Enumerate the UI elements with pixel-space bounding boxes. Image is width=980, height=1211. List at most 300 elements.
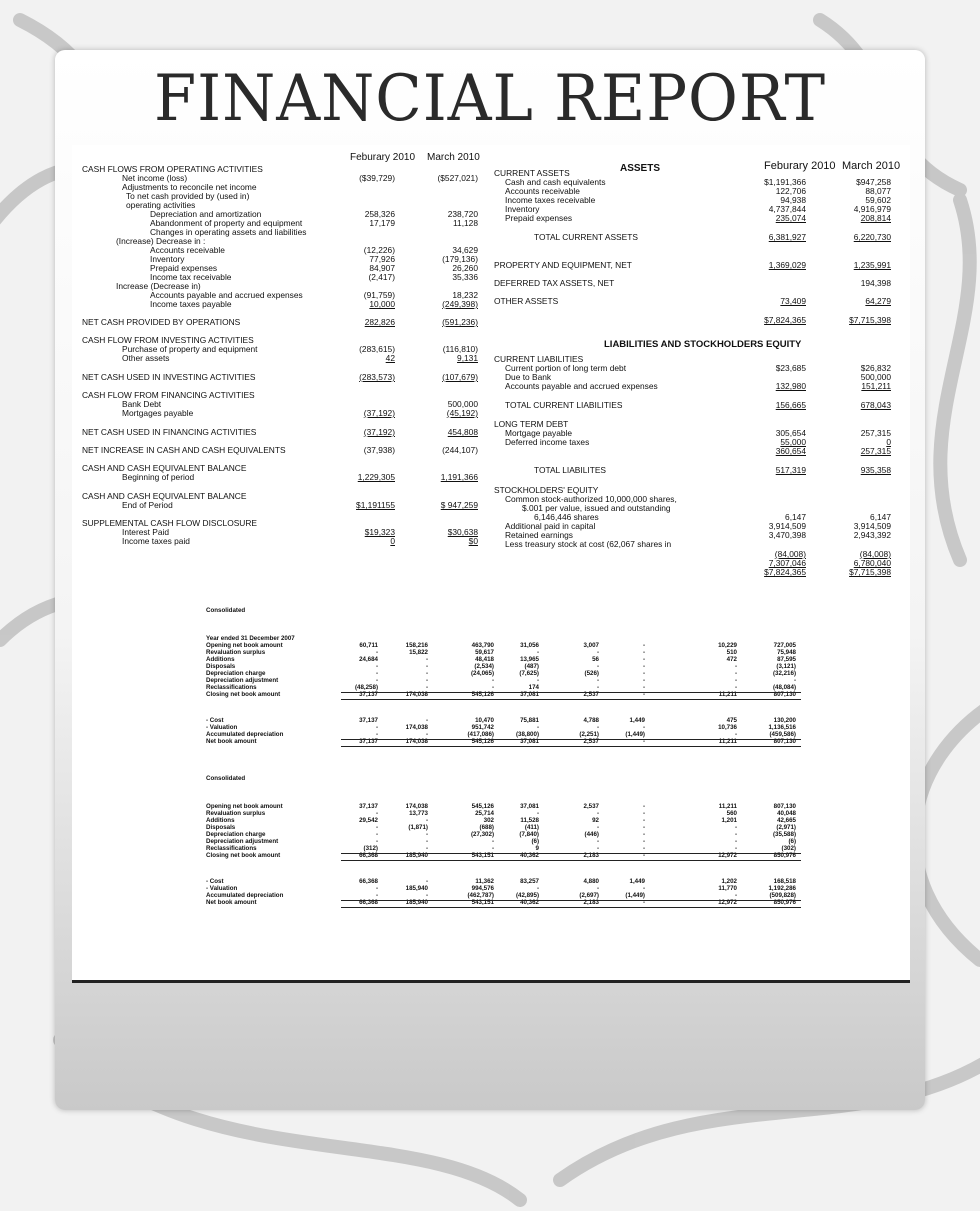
balance-sheet [494, 140, 901, 590]
value-feb: $23,685 [775, 363, 806, 373]
row-label: Increase (Decrease in) [116, 281, 201, 291]
statement-row [82, 237, 482, 246]
table-cell: - [375, 731, 378, 738]
table-cell: 2,537 [583, 691, 599, 698]
table-cell: 11,211 [718, 691, 737, 698]
cf-header-mar: March 2010 [427, 152, 480, 163]
table-cell: 951,742 [471, 724, 494, 731]
value-mar: 26,260 [452, 263, 478, 273]
value-feb: 4,737,844 [768, 204, 806, 214]
row-label: To net cash provided by (used in) [126, 191, 250, 201]
value-mar: (107,679) [442, 372, 478, 382]
table-cell: - [642, 663, 645, 670]
table-cell: - [491, 677, 494, 684]
row-label: Accumulated depreciation [206, 892, 284, 899]
statement-row [82, 446, 482, 455]
table-cell: 2,183 [583, 852, 599, 859]
row-label: Depreciation charge [206, 831, 266, 838]
table-cell: 37,081 [520, 803, 539, 810]
value-mar: $7,715,398 [849, 567, 891, 577]
value-mar: (249,398) [442, 299, 478, 309]
table-cell: 11,770 [718, 885, 737, 892]
table-cell: (1,871) [408, 824, 428, 831]
table-cell: (526) [584, 670, 599, 677]
row-label: 6,146,446 shares [534, 512, 599, 522]
table-cell: 15,822 [409, 649, 428, 656]
row-label: Accounts payable and accrued expenses [150, 290, 303, 300]
table-cell: 75,948 [777, 649, 796, 656]
table-cell: - [375, 824, 378, 831]
row-label: Abandonment of property and equipment [150, 218, 303, 228]
table-cell: - [734, 892, 737, 899]
row-label: NET CASH USED IN FINANCING ACTIVITIES [82, 427, 257, 437]
value-mar: 18,232 [452, 290, 478, 300]
table-cell: - [375, 724, 378, 731]
table-cell: - [536, 885, 539, 892]
table-cell: 11,362 [475, 878, 494, 885]
table-cell: - [642, 649, 645, 656]
table-cell: (6) [531, 838, 539, 845]
statement-row [82, 473, 482, 482]
table-cell: - [642, 803, 645, 810]
table-cell: (24,065) [470, 670, 494, 677]
table-cell: - [375, 677, 378, 684]
value-feb: ($39,729) [359, 173, 395, 183]
table-cell: (2,534) [474, 663, 494, 670]
row-label: - Cost [206, 878, 224, 885]
table-cell: 37,137 [359, 803, 378, 810]
statement-row [494, 382, 894, 391]
value-mar: (45,192) [446, 408, 478, 418]
value-feb: (37,938) [363, 445, 395, 455]
row-label: Year ended 31 December 2007 [206, 635, 295, 642]
value-feb: 6,147 [785, 512, 806, 522]
statement-row [494, 316, 894, 325]
table-cell: 850,976 [773, 899, 796, 906]
value-feb: 3,914,509 [768, 521, 806, 531]
value-mar: 4,916,979 [853, 204, 891, 214]
row-label: Mortgage payable [505, 428, 573, 438]
table-cell: 2,183 [583, 899, 599, 906]
value-feb: 258,326 [364, 209, 395, 219]
statement-row [494, 447, 894, 456]
statement-row [82, 354, 482, 363]
statement-row [82, 428, 482, 437]
row-label: Changes in operating assets and liabilities [150, 227, 307, 237]
table-cell: (27,302) [470, 831, 494, 838]
table-cell: 56 [592, 656, 599, 663]
row-label: Opening net book amount [206, 803, 283, 810]
row-label: (Increase) Decrease in : [116, 236, 206, 246]
row-label: Accumulated depreciation [206, 731, 284, 738]
table-cell: 66,368 [359, 899, 378, 906]
statement-row [82, 537, 482, 546]
table-cell: (2,251) [579, 731, 599, 738]
row-label: Disposals [206, 663, 236, 670]
row-label: TOTAL CURRENT ASSETS [534, 232, 638, 242]
value-feb: (91,759) [363, 290, 395, 300]
table-cell: (446) [584, 831, 599, 838]
value-feb: 84,907 [369, 263, 395, 273]
table-cell: - [425, 817, 428, 824]
value-mar: 257,315 [860, 428, 891, 438]
table-cell: 12,972 [718, 852, 737, 859]
consolidated-heading-2: Consolidated [206, 775, 246, 782]
statement-row [494, 261, 894, 270]
row-label: Closing net book amount [206, 691, 281, 698]
value-feb: 305,654 [775, 428, 806, 438]
table-cell: - [642, 670, 645, 677]
table-cell: - [734, 684, 737, 691]
table-row [206, 846, 806, 853]
value-feb: 0 [390, 536, 395, 546]
row-label: Disposals [206, 824, 236, 831]
value-feb: 55,000 [780, 437, 806, 447]
table-cell: - [425, 831, 428, 838]
table-cell: - [491, 845, 494, 852]
consolidated-table-2 [206, 776, 806, 916]
table-cell: 13,773 [409, 810, 428, 817]
value-mar: 1,191,366 [440, 472, 478, 482]
table-cell: 83,257 [520, 878, 539, 885]
value-mar: $ 947,259 [440, 500, 478, 510]
table-row [206, 739, 806, 746]
row-label: CASH FLOWS FROM OPERATING ACTIVITIES [82, 164, 263, 174]
value-feb: (12,226) [363, 245, 395, 255]
value-mar: 935,358 [860, 465, 891, 475]
table-rule [341, 692, 801, 693]
value-mar: (244,107) [442, 445, 478, 455]
statement-row [494, 568, 894, 577]
table-cell: - [642, 724, 645, 731]
table-cell: 37,081 [520, 691, 539, 698]
table-cell: - [642, 845, 645, 852]
row-label: Income taxes receivable [505, 195, 596, 205]
table-row [206, 853, 806, 860]
table-cell: (38,800) [515, 731, 539, 738]
table-cell: - [536, 677, 539, 684]
row-label: Inventory [150, 254, 185, 264]
statement-row [82, 201, 482, 210]
table-cell: - [425, 684, 428, 691]
value-mar: 257,315 [860, 446, 891, 456]
statement-row [494, 550, 894, 559]
value-feb: $1,191155 [356, 500, 395, 510]
statement-row [494, 364, 894, 373]
value-feb: 1,369,029 [768, 260, 806, 270]
table-cell: 185,940 [405, 885, 428, 892]
statement-row [494, 297, 894, 306]
table-cell: - [642, 817, 645, 824]
table-cell: - [642, 831, 645, 838]
table-cell: - [375, 838, 378, 845]
table-cell: (509,828) [769, 892, 796, 899]
value-feb: $7,824,365 [764, 315, 806, 325]
value-mar: (84,008) [859, 549, 891, 559]
table-cell: - [642, 684, 645, 691]
value-feb: (84,008) [774, 549, 806, 559]
table-cell: - [642, 852, 645, 859]
value-feb: $19,323 [364, 527, 395, 537]
statement-row [82, 264, 482, 273]
value-feb: 517,319 [775, 465, 806, 475]
table-row [206, 893, 806, 900]
value-mar: $947,258 [856, 177, 891, 187]
value-mar: $30,638 [447, 527, 478, 537]
table-rule [341, 907, 801, 908]
row-label: CASH FLOW FROM INVESTING ACTIVITIES [82, 335, 254, 345]
table-cell: 66,368 [359, 852, 378, 859]
table-cell: - [734, 670, 737, 677]
table-cell: 37,137 [359, 691, 378, 698]
table-cell: - [375, 663, 378, 670]
table-cell: - [642, 642, 645, 649]
row-label: Additional paid in capital [505, 521, 596, 531]
table-cell: - [642, 738, 645, 745]
row-label: CASH AND CASH EQUIVALENT BALANCE [82, 463, 247, 473]
table-cell: 24,684 [359, 656, 378, 663]
row-label: STOCKHOLDERS' EQUITY [494, 485, 599, 495]
table-cell: 87,595 [777, 656, 796, 663]
table-cell: - [536, 724, 539, 731]
table-row [206, 832, 806, 839]
table-row [206, 671, 806, 678]
table-cell: 174 [528, 684, 539, 691]
row-label: operating activities [126, 200, 196, 210]
statement-row [82, 373, 482, 382]
table-cell: - [425, 663, 428, 670]
table-cell: 510 [726, 649, 737, 656]
value-feb: 132,980 [775, 381, 806, 391]
statement-row [494, 279, 894, 288]
value-mar: $26,832 [860, 363, 891, 373]
row-label: CURRENT LIABILITIES [494, 354, 584, 364]
table-cell: - [536, 810, 539, 817]
table-cell: - [596, 684, 599, 691]
value-feb: (2,417) [368, 272, 395, 282]
table-cell: 1,202 [721, 878, 737, 885]
value-feb: 94,938 [780, 195, 806, 205]
table-cell: 2,537 [583, 803, 599, 810]
table-cell: 40,048 [777, 810, 796, 817]
table-cell: 472 [726, 656, 737, 663]
table-row [206, 725, 806, 732]
table-cell: 1,136,516 [768, 724, 796, 731]
table-cell: 10,229 [718, 642, 737, 649]
table-cell: 545,126 [471, 738, 494, 745]
value-mar: 6,147 [870, 512, 891, 522]
row-label: CASH FLOW FROM FINANCING ACTIVITIES [82, 390, 255, 400]
value-mar: 238,720 [447, 209, 478, 219]
value-feb: 3,470,398 [768, 530, 806, 540]
table-cell: (48,258) [354, 684, 378, 691]
row-label: Reclassifications [206, 845, 257, 852]
table-cell: - [642, 824, 645, 831]
value-feb: 17,179 [369, 218, 395, 228]
row-label: Net book amount [206, 738, 257, 745]
table-cell: (7,840) [519, 831, 539, 838]
row-label: Mortgages payable [122, 408, 194, 418]
row-label: Cash and cash equivalents [505, 177, 606, 187]
value-mar: 500,000 [860, 372, 891, 382]
statement-row [82, 501, 482, 510]
value-mar: ($527,021) [437, 173, 478, 183]
table-rule [341, 699, 801, 700]
table-cell: 168,518 [773, 878, 796, 885]
assets-heading: ASSETS [620, 163, 661, 174]
value-mar: (179,136) [442, 254, 478, 264]
table-cell: - [425, 845, 428, 852]
table-cell: (2,697) [579, 892, 599, 899]
table-rule [341, 900, 801, 901]
table-cell: - [596, 838, 599, 845]
value-feb: 122,706 [775, 186, 806, 196]
value-mar: 88,077 [865, 186, 891, 196]
table-rule [341, 746, 801, 747]
table-row [206, 678, 806, 685]
table-cell: - [425, 677, 428, 684]
table-cell: - [642, 838, 645, 845]
row-label: End of Period [122, 500, 173, 510]
row-label: Net income (loss) [122, 173, 188, 183]
liabilities-heading: LIABILITIES AND STOCKHOLDERS EQUITY [604, 339, 802, 350]
value-mar: 59,602 [865, 195, 891, 205]
table-row [206, 636, 806, 643]
table-cell: (459,586) [769, 731, 796, 738]
table-cell: 130,200 [773, 717, 796, 724]
value-mar: 208,814 [860, 213, 891, 223]
table-row [206, 692, 806, 699]
table-cell: - [596, 885, 599, 892]
table-cell: 302 [483, 817, 494, 824]
value-feb: 7,307,046 [768, 558, 806, 568]
row-label: Purchase of property and equipment [122, 344, 258, 354]
table-cell: - [491, 838, 494, 845]
table-cell: 13,965 [520, 656, 539, 663]
table-cell: (688) [479, 824, 494, 831]
row-label: Current portion of long term debt [505, 363, 627, 373]
table-cell: 25,714 [475, 810, 494, 817]
statement-row [494, 214, 894, 223]
table-cell: - [734, 663, 737, 670]
row-label: Reclassifications [206, 684, 257, 691]
row-label: Accounts receivable [150, 245, 225, 255]
table-cell: 994,576 [471, 885, 494, 892]
table-cell: 2,537 [583, 738, 599, 745]
value-mar: 35,336 [452, 272, 478, 282]
row-label: TOTAL LIABILITES [534, 465, 606, 475]
table-cell: (417,086) [467, 731, 494, 738]
table-cell: (32,216) [772, 670, 796, 677]
cf-header-feb: Feburary 2010 [350, 152, 416, 163]
statement-row [82, 409, 482, 418]
table-cell: 545,126 [471, 803, 494, 810]
table-row [206, 818, 806, 825]
statement-row [494, 466, 894, 475]
table-cell: - [425, 878, 428, 885]
row-label: Income taxes paid [122, 536, 190, 546]
table-row [206, 650, 806, 657]
table-cell: - [642, 810, 645, 817]
row-label: Closing net book amount [206, 852, 281, 859]
row-label: Additions [206, 817, 235, 824]
table-cell: - [596, 845, 599, 852]
statement-row [82, 246, 482, 255]
table-cell: (7,625) [519, 670, 539, 677]
value-mar: 11,128 [453, 218, 478, 228]
value-feb: 73,409 [780, 296, 806, 306]
table-cell: 174,038 [405, 691, 428, 698]
table-cell: 11,211 [718, 803, 737, 810]
table-cell: 158,216 [405, 642, 428, 649]
table-cell: - [375, 670, 378, 677]
value-mar: 34,629 [452, 245, 478, 255]
row-label: Prepaid expenses [505, 213, 573, 223]
statement-row [494, 559, 894, 568]
statement-row [494, 401, 894, 410]
table-cell: 60,711 [359, 642, 378, 649]
table-cell: 66,368 [359, 878, 378, 885]
row-label: Accounts payable and accrued expenses [505, 381, 658, 391]
table-cell: 174,038 [405, 738, 428, 745]
table-cell: - [375, 885, 378, 892]
table-cell: - [734, 824, 737, 831]
table-cell: - [596, 677, 599, 684]
table-cell: (35,588) [772, 831, 796, 838]
value-mar: 500,000 [447, 399, 478, 409]
value-mar: 1,235,991 [853, 260, 891, 270]
table-cell: (2,971) [776, 824, 796, 831]
table-cell: 560 [726, 810, 737, 817]
row-label: TOTAL CURRENT LIABILITIES [505, 400, 623, 410]
table-cell: - [425, 717, 428, 724]
table-row [206, 900, 806, 907]
row-label: PROPERTY AND EQUIPMENT, NET [494, 260, 632, 270]
table-cell: 4,880 [583, 878, 599, 885]
row-label: Opening net book amount [206, 642, 283, 649]
table-cell: - [375, 892, 378, 899]
statement-row [494, 438, 894, 447]
row-label: Net book amount [206, 899, 257, 906]
table-cell: (3,121) [776, 663, 796, 670]
table-row [206, 718, 806, 725]
table-cell: 1,192,286 [768, 885, 796, 892]
table-cell: 12,972 [718, 899, 737, 906]
row-label: NET CASH USED IN INVESTING ACTIVITIES [82, 372, 256, 382]
row-label: Depreciation adjustment [206, 677, 279, 684]
table-cell: 1,449 [629, 717, 645, 724]
row-label: Revaluation surplus [206, 810, 266, 817]
table-cell: - [596, 724, 599, 731]
table-cell: 174,038 [405, 724, 428, 731]
table-cell: 545,126 [471, 691, 494, 698]
table-cell: - [425, 731, 428, 738]
value-mar: 678,043 [860, 400, 891, 410]
row-label: Common stock-authorized 10,000,000 shares, [505, 494, 677, 504]
table-cell: 59,617 [475, 649, 494, 656]
table-cell: 463,790 [471, 642, 494, 649]
table-cell: 29,542 [359, 817, 378, 824]
table-cell: - [642, 691, 645, 698]
statement-row [82, 255, 482, 264]
table-cell: 40,362 [520, 852, 539, 859]
table-cell: - [734, 831, 737, 838]
table-cell: (1,449) [625, 892, 645, 899]
row-label: Retained earnings [505, 530, 573, 540]
table-cell: - [642, 899, 645, 906]
table-cell: 9 [535, 845, 539, 852]
row-label: Adjustments to reconcile net income [122, 182, 257, 192]
